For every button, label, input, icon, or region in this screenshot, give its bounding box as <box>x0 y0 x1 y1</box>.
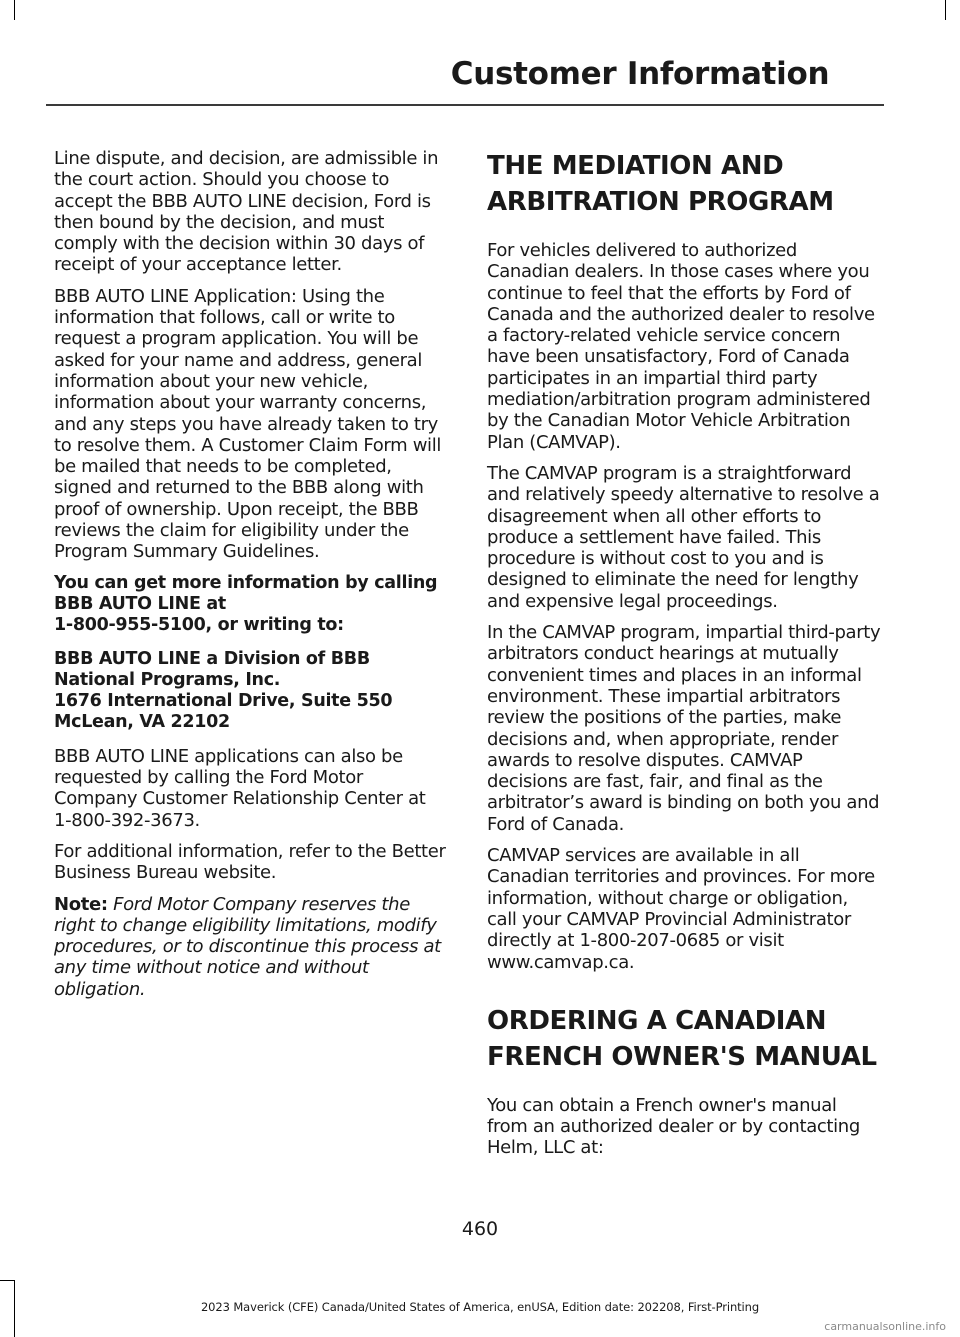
paragraph-phone-request: BBB AUTO LINE applications can also be requested by calling the Ford Motor Company Customer Relationship Center at 1-800-392-3673. <box>54 745 426 831</box>
paragraph-french-manual: You can obtain a French owner's manual from an authorized dealer or by contacting Helm, LLC at: <box>487 1094 860 1159</box>
crop-mark-top-right <box>945 0 946 20</box>
heading-french-line-2: FRENCH OWNER'S MANUAL <box>487 1041 877 1072</box>
paragraph-decision: Line dispute, and decision, are admissible in the court action. Should you choose to accept the BBB AUTO LINE decision, Ford is then bound by the decision, and must comply with the decision within 30 days of receipt of your acceptance letter. <box>54 148 439 276</box>
heading-mediation-line-2: ARBITRATION PROGRAM <box>487 187 834 217</box>
note <box>54 894 446 1000</box>
section-heading-mediation <box>487 148 882 220</box>
left-column <box>54 148 446 1010</box>
page-title: Customer Information <box>450 56 830 92</box>
section-heading-french-manual <box>487 1003 882 1075</box>
paragraph-camvap-alternative: The CAMVAP program is a straightforward and relatively speedy alternative to resolve a disagreement when all other efforts to produce a settlement have failed. This procedure is without cost to you and is designed to eliminate the need for lengthy and expensive legal proceedings. <box>487 462 880 612</box>
address-line-3: McLean, VA 22102 <box>54 712 230 733</box>
right-column <box>487 148 882 1169</box>
contact-info <box>54 573 446 637</box>
paragraph-application: BBB AUTO LINE Application: Using the information that follows, call or write to request a program application. You will be asked for your name and address, general information about your new vehicle, information about your warranty concerns, and any steps you have already taken to try to resolve them. A Customer Claim Form will be mailed that needs to be completed, signed and returned to the BBB along with proof of ownership. Upon receipt, the BBB reviews the claim for eligibility under the Program Summary Guidelines. <box>54 285 442 563</box>
footer-edition-info: 2023 Maverick (CFE) Canada/United States of America, enUSA, Edition date: 202208, First-Printing <box>200 1300 760 1314</box>
address-line-2: 1676 International Drive, Suite 550 <box>54 691 393 712</box>
contact-line-1: You can get more information by calling BBB AUTO LINE at <box>54 572 438 614</box>
crop-mark-bottom-left-h <box>0 1280 14 1281</box>
paragraph-camvap-hearings: In the CAMVAP program, impartial third-party arbitrators conduct hearings at mutually convenient times and places in an informal environment. These impartial arbitrators review the positions of the parties, make decisions and, when appropriate, render awards to resolve disputes. CAMVAP decisions are fast, fair, and final as the arbitrator’s award is binding on both you and Ford of Canada. <box>487 622 881 835</box>
paragraph-bbb-website: For additional information, refer to the Better Business Bureau website. <box>54 840 446 884</box>
contact-line-2: 1-800-955-5100, or writing to: <box>54 615 344 636</box>
page-number: 460 <box>461 1218 499 1240</box>
paragraph-camvap-intro: For vehicles delivered to authorized Canadian dealers. In those cases where you continue to feel that the efforts by Ford of Canada and the authorized dealer to resolve a factory-related vehicle service concern have been unsatisfactory, Ford of Canada participates in an impartial third party mediation/arbitration program administered by the Canadian Motor Vehicle Arbitration Plan (CAMVAP). <box>487 240 875 453</box>
paragraph-camvap-contact: CAMVAP services are available in all Canadian territories and provinces. For more information, without charge or obligation, call your CAMVAP Provincial Administrator directly at 1-800-207-0685 or visit www.camvap.ca. <box>487 845 875 973</box>
mailing-address <box>54 649 446 734</box>
heading-french-line-1: ORDERING A CANADIAN <box>487 1005 827 1036</box>
watermark: carmanualsonline.info <box>824 1320 946 1333</box>
header-divider <box>46 104 884 106</box>
heading-mediation-line-1: THE MEDIATION AND <box>487 151 784 181</box>
note-text: Ford Motor Company reserves the right to change eligibility limitations, modify procedures, or to discontinue this process at any time without notice and without obligation. <box>54 893 441 1000</box>
address-line-1: BBB AUTO LINE a Division of BBB National Programs, Inc. <box>54 648 370 690</box>
note-label: Note: <box>54 893 108 915</box>
crop-mark-top-left <box>14 0 15 20</box>
